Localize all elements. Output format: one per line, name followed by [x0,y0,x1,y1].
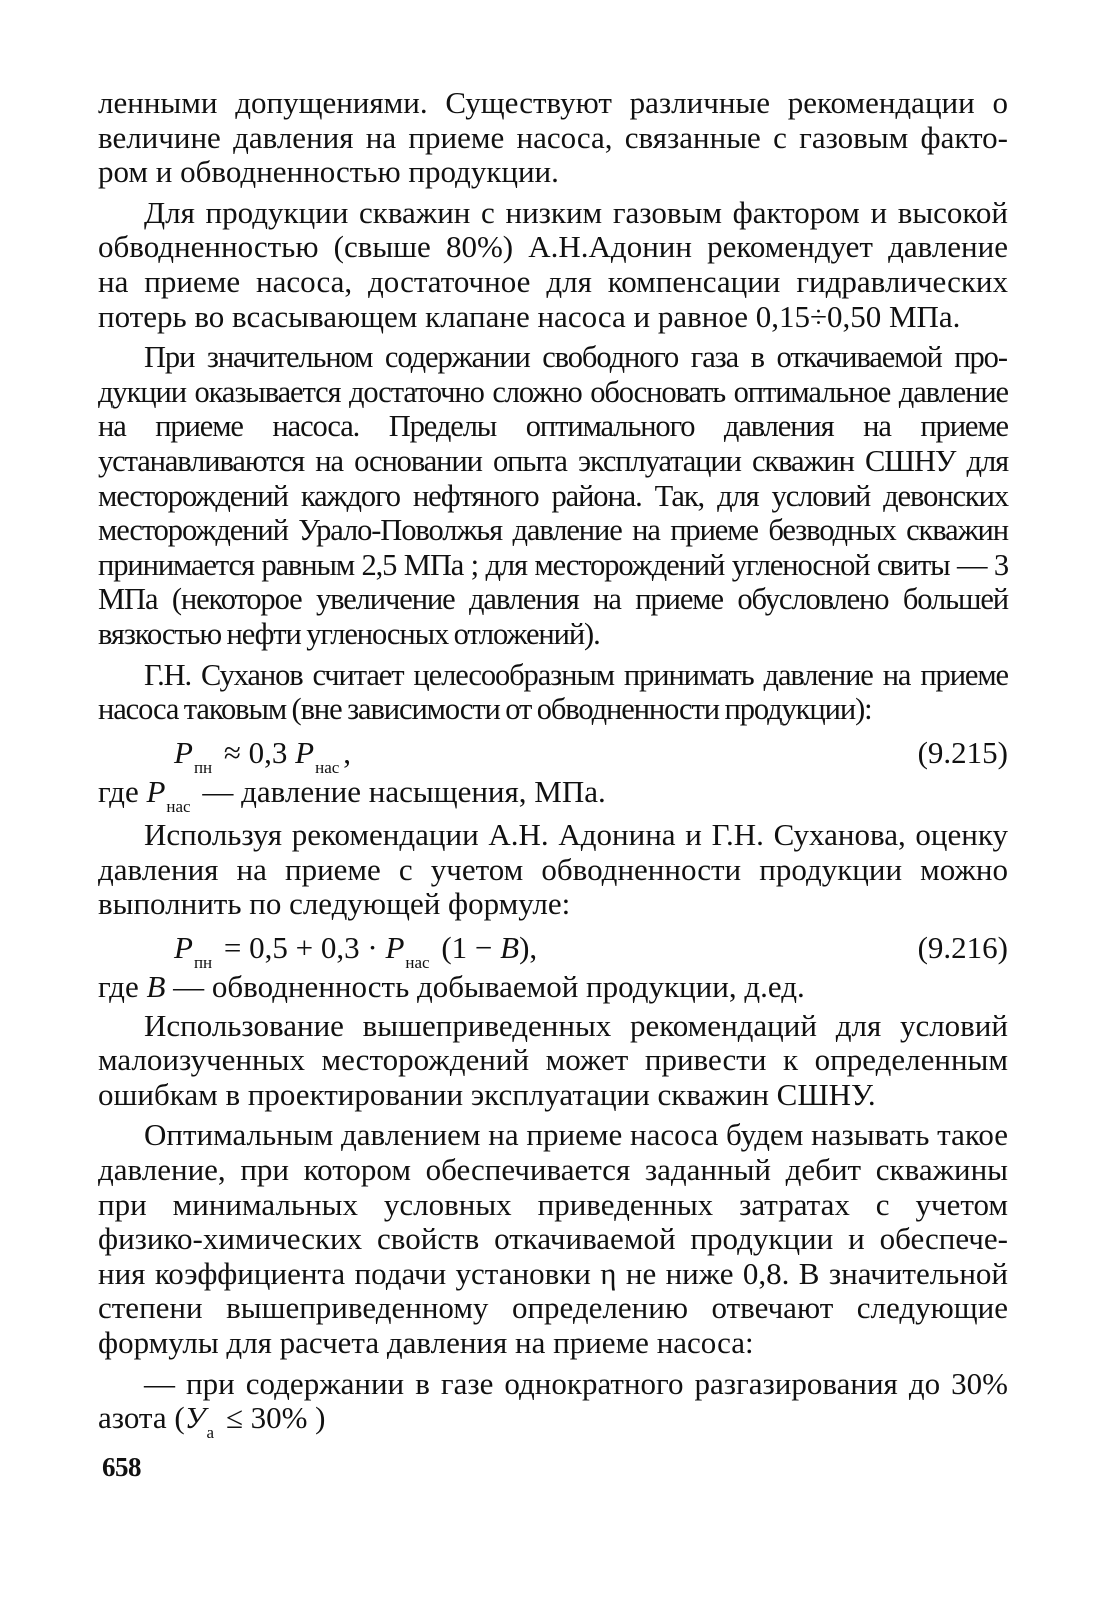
formula-9-215-where [98,775,1008,815]
formula-9-216-rhs-var: P [385,930,405,966]
page-number: 658 [102,1452,141,1482]
formula-9-215-op: ≈ 0,3 [216,734,296,770]
paragraph-8-text: — при содержании в газе однократного разгазирования до 30% азота ( [98,1365,1008,1436]
formula-9-216 [98,928,1008,973]
formula-9-216-expression [174,928,537,973]
formula-9-216-lhs-var: P [174,930,193,966]
formula-9-215-rhs-sub: нас [315,757,340,777]
paragraph-3: При значительном содержании свободного газа в откачиваемой продукции оказывается достаточно сложно обосновать оптимальное давление на приеме насоса. Пределы оптимального давления на приеме устанавливаются на основании опыта эксплуатации скважин СШНУ для месторождений каждого нефтяного района. Так, для условий девонских месторождений Урало-Поволжья давление на приеме безводных скважин принимается равным 2,5 МПа ; для месторождений угленосной свиты — 3 МПа (некоторое увеличение давления на приеме обусловлено большей вязкостью нефти угленосных отложений). [98,340,1008,651]
where-sub: нас [166,796,191,816]
where-prefix: где [98,969,147,1005]
paragraph-6: Использование вышеприведенных рекомендаций для условий малоизученных месторождений может привести к определенным ошибкам в проектировании эксплуатации скважин СШНУ. [98,1007,1008,1112]
formula-9-216-rhs-sub: нас [405,953,430,973]
paragraph-8 [98,1367,1008,1441]
page-body [98,86,1008,1447]
paragraph-8-var: У [184,1400,206,1436]
formula-9-215-rhs-var: P [295,734,315,770]
where-prefix: где [98,773,147,809]
formula-9-216-paren-close: ), [519,930,538,966]
formula-9-215-number: (9.215) [917,734,1008,770]
where-text: — давление насыщения, МПа. [194,773,606,809]
formula-9-216-lhs-sub: пн [193,953,213,973]
formula-9-216-b-var: B [500,930,520,966]
formula-9-216-op: = 0,5 + 0,3 · [216,930,386,966]
paragraph-8-sub: а [206,1423,215,1443]
paragraph-7: Оптимальным давлением на приеме насоса будем называть такое давление, при котором обеспечивается заданный дебит скважины при минимальных условных приведенных затратах с учетом физико-химических свойств откачиваемой продукции и обеспечения коэффициента подачи установки η не ниже 0,8. В значительной степени вышеприведенному определению отвечают следующие формулы для расчета давления на приеме насоса: [98,1117,1008,1360]
paragraph-8-tail: ≤ 30% ) [218,1400,326,1436]
paragraph-5: Используя рекомендации А.Н. Адонина и Г.Н. Суханова, оценку давления на приеме с учетом обводненности продукции можно выполнить по следующей формуле: [98,817,1008,922]
where-var: P [146,773,166,809]
formula-9-216-where [98,970,1008,1005]
where-var: B [146,969,166,1005]
formula-9-215-lhs-sub: пн [193,757,213,777]
formula-9-215-tail: , [343,734,352,770]
paragraph-2: Для продукции скважин с низким газовым фактором и высокой обводненностью (свыше 80%) А.Н.Адонин рекомендует давление на приеме насоса, достаточное для компенсации гидравлических потерь во всасывающем клапане насоса и равное 0,15÷0,50 МПа. [98,194,1008,334]
where-text: — обводненность добываемой продукции, д.ед. [165,969,805,1005]
formula-9-215-lhs-var: P [174,734,193,770]
paragraph-1: ленными допущениями. Существуют различные рекомендации о величине давления на приеме насоса, связанные с газовым фактором и обводненностью продукции. [98,85,1008,190]
formula-9-215 [98,733,1008,777]
formula-9-216-number: (9.216) [917,930,1008,966]
formula-9-215-expression [174,733,351,778]
formula-9-216-paren-open: (1 − [433,930,501,966]
paragraph-4: Г.Н. Суханов считает целесообразным принимать давление на приеме насоса таковым (вне зависимости от обводненности продукции): [98,657,1008,727]
